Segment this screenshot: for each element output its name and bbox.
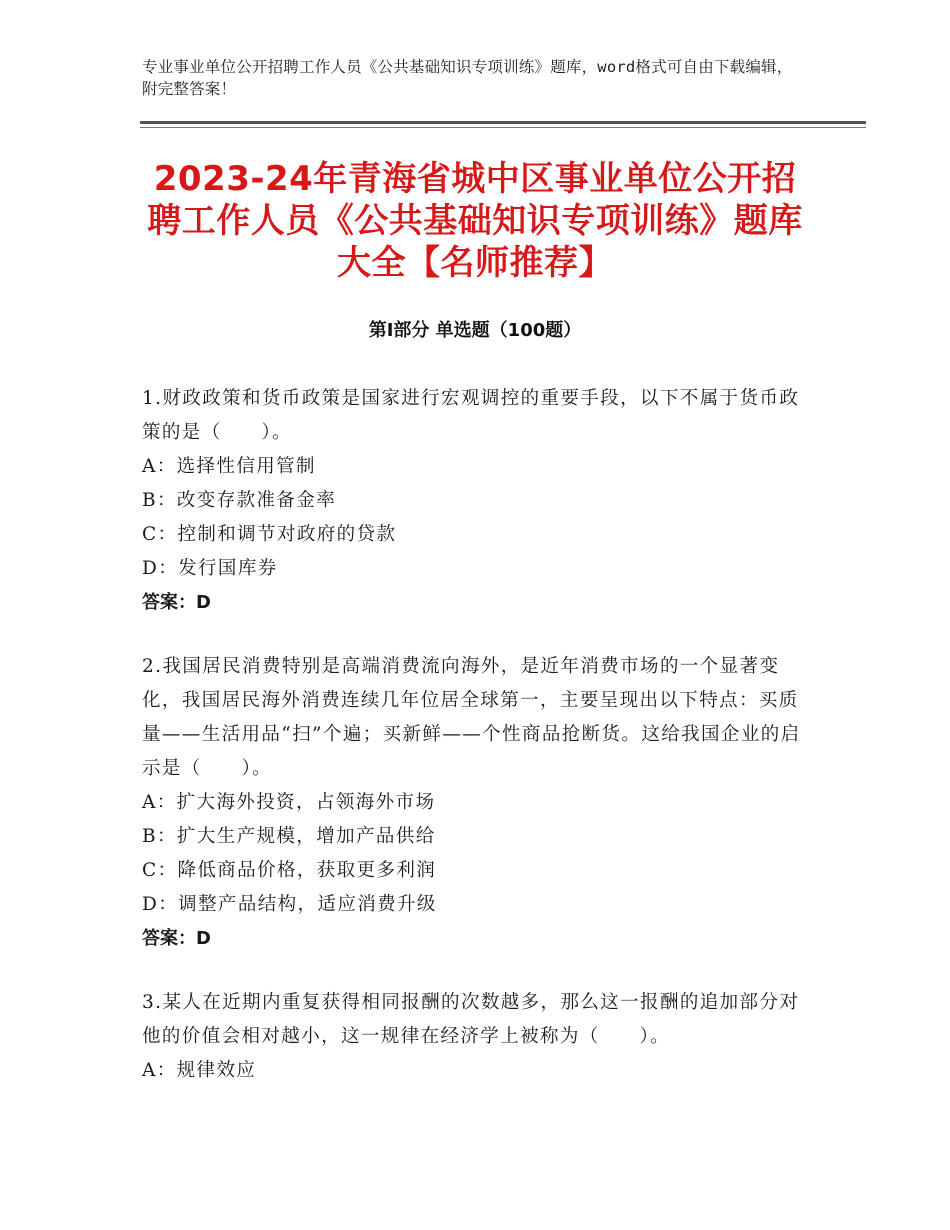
- question-1: [142, 382, 802, 620]
- question-stem: 3.某人在近期内重复获得相同报酬的次数越多，那么这一报酬的追加部分对他的价值会相对越小，这一规律在经济学上被称为（ ）。: [142, 992, 800, 1047]
- section-heading: 第Ⅰ部分 单选题（100题）: [368, 320, 582, 341]
- header-rule-thin: [140, 127, 866, 128]
- answer: 答案：D: [142, 592, 211, 613]
- document-title: 2023-24年青海省城中区事业单位公开招聘工作人员《公共基础知识专项训练》题库大全【名师推荐】: [147, 159, 803, 283]
- option-d: D：发行国库券: [142, 558, 278, 579]
- answer: 答案：D: [142, 928, 211, 949]
- question-stem: 1.财政政策和货币政策是国家进行宏观调控的重要手段，以下不属于货币政策的是（ ）。: [142, 388, 800, 443]
- option-c: C：降低商品价格，获取更多利润: [142, 860, 437, 881]
- option-a: A：选择性信用管制: [142, 456, 316, 477]
- question-3: [142, 986, 802, 1088]
- question-2: [142, 650, 802, 956]
- question-stem: 2.我国居民消费特别是高端消费流向海外，是近年消费市场的一个显著变化，我国居民海外消费连续几年位居全球第一，主要呈现出以下特点：买质量——生活用品“扫”个遍；买新鲜——个性商品抢断货。这给我国企业的启示是（ ）。: [142, 656, 801, 779]
- header-note: 专业事业单位公开招聘工作人员《公共基础知识专项训练》题库，word格式可自由下载编辑，附完整答案！: [142, 58, 793, 98]
- option-c: C：控制和调节对政府的贷款: [142, 524, 397, 545]
- option-a: A：规律效应: [142, 1060, 257, 1081]
- option-a: A：扩大海外投资，占领海外市场: [142, 792, 436, 813]
- option-b: B：扩大生产规模，增加产品供给: [142, 826, 436, 847]
- header-rule-thick: [140, 121, 866, 124]
- option-d: D：调整产品结构，适应消费升级: [142, 894, 437, 915]
- question-list: [142, 382, 802, 1118]
- option-b: B：改变存款准备金率: [142, 490, 337, 511]
